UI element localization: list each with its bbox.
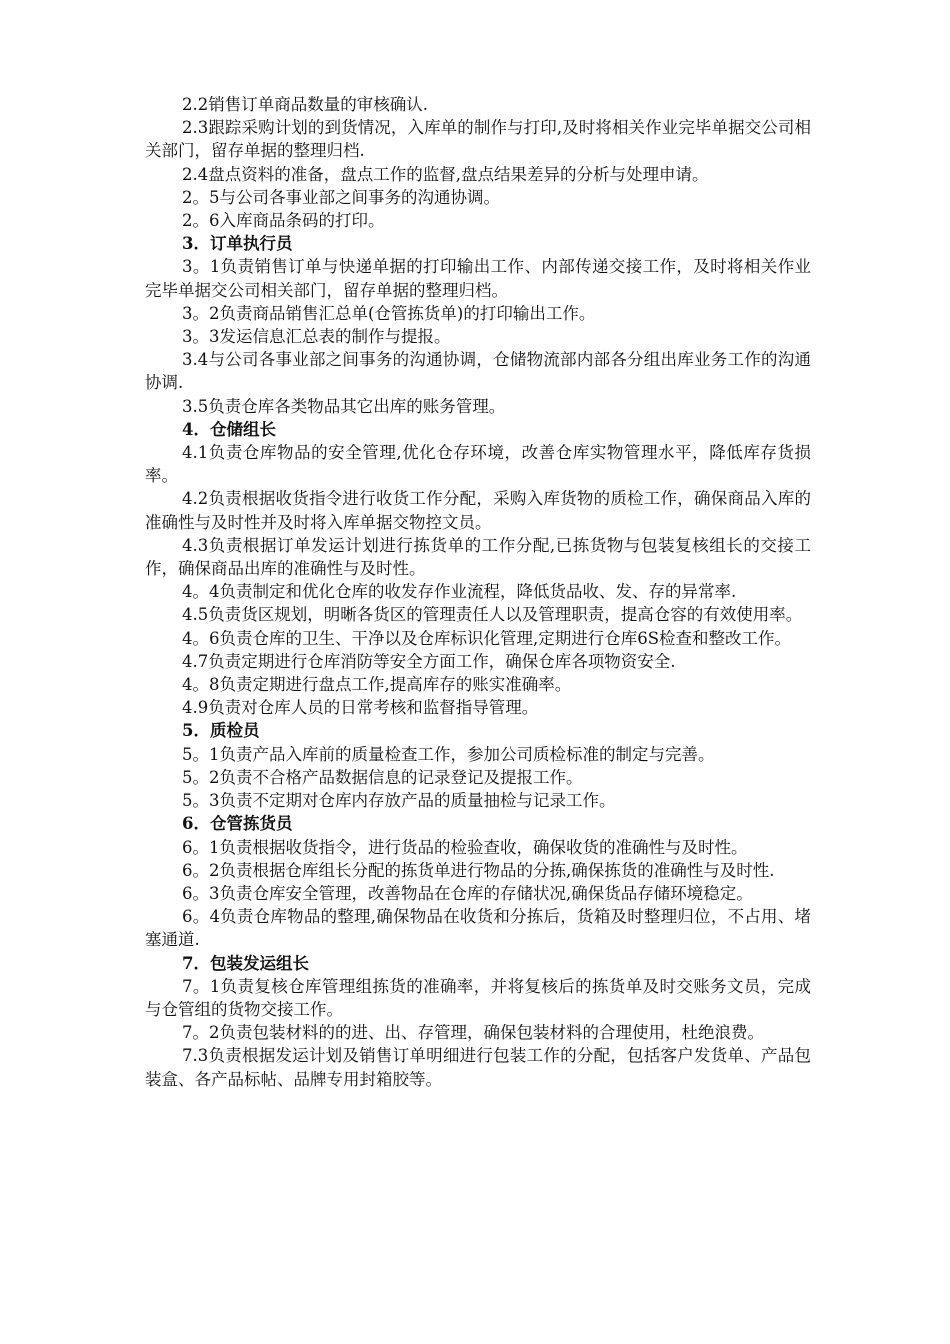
paragraph: 4.9负责对仓库人员的日常考核和监督指导管理。 xyxy=(182,698,539,718)
paragraph: 4。6负责仓库的卫生、干净以及仓库标识化管理,定期进行仓库6S检查和整改工作。 xyxy=(182,628,792,648)
paragraph: 3.5负责仓库各类物品其它出库的账务管理。 xyxy=(182,396,506,416)
paragraph: 3。1负责销售订单与快递单据的打印输出工作、内部传递交接工作，及时将相关作业完毕单据交公司相关部门，留存单据的整理归档。 xyxy=(145,257,811,300)
paragraph: 5。2负责不合格产品数据信息的记录登记及提报工作。 xyxy=(182,767,583,787)
section-heading: 4．仓储组长 xyxy=(182,419,276,439)
paragraph: 6。1负责根据收货指令，进行货品的检验查收，确保收货的准确性与及时性。 xyxy=(182,837,748,857)
paragraph: 6。3负责仓库安全管理，改善物品在仓库的存储状况,确保货品存储环境稳定。 xyxy=(182,883,753,903)
paragraph: 2。5与公司各事业部之间事务的沟通协调。 xyxy=(182,187,500,207)
paragraph: 4.5负责货区规划，明晰各货区的管理责任人以及管理职责，提高仓容的有效使用率。 xyxy=(182,605,803,625)
paragraph: 2。6入库商品条码的打印。 xyxy=(182,211,385,231)
paragraph: 7。2负责包装材料的的进、出、存管理，确保包装材料的合理使用，杜绝浪费。 xyxy=(182,1023,764,1043)
document-body xyxy=(145,93,811,1091)
paragraph: 7。1负责复核仓库管理组拣货的准确率，并将复核后的拣货单及时交账务文员，完成与仓管组的货物交接工作。 xyxy=(145,976,811,1019)
paragraph: 4.7负责定期进行仓库消防等安全方面工作，确保仓库各项物资安全. xyxy=(182,651,676,671)
paragraph: 4.1负责仓库物品的安全管理,优化仓存环境，改善仓库实物管理水平，降低库存货损率。 xyxy=(145,443,811,486)
section-heading: 6．仓管拣货员 xyxy=(182,814,293,834)
paragraph: 2.2销售订单商品数量的审核确认. xyxy=(182,95,428,114)
paragraph: 2.4盘点资料的准备，盘点工作的监督,盘点结果差异的分析与处理申请。 xyxy=(182,164,709,184)
paragraph: 4.3负责根据订单发运计划进行拣货单的工作分配,已拣货物与包装复核组长的交接工作，确保商品出库的准确性与及时性。 xyxy=(145,535,811,579)
paragraph: 3。2负责商品销售汇总单(仓管拣货单)的打印输出工作。 xyxy=(182,303,596,323)
paragraph: 3.4与公司各事业部之间事务的沟通协调，仓储物流部内部各分组出库业务工作的沟通协调. xyxy=(145,350,811,393)
paragraph: 6。4负责仓库物品的整理,确保物品在收货和分拣后，货箱及时整理归位，不占用、堵塞通道. xyxy=(145,907,811,950)
section-heading: 3．订单执行员 xyxy=(182,234,293,254)
paragraph: 5。1负责产品入库前的质量检查工作，参加公司质检标准的制定与完善。 xyxy=(182,744,715,764)
paragraph: 4.2负责根据收货指令进行收货工作分配，采购入库货物的质检工作，确保商品入库的准确性与及时性并及时将入库单据交物控文员。 xyxy=(145,489,811,532)
section-heading: 7．包装发运组长 xyxy=(182,953,309,973)
paragraph: 2.3跟踪采购计划的到货情况，入库单的制作与打印,及时将相关作业完毕单据交公司相关部门，留存单据的整理归档. xyxy=(145,118,811,161)
paragraph: 4。4负责制定和优化仓库的收发存作业流程，降低货品收、发、存的异常率. xyxy=(182,582,737,602)
paragraph: 5。3负责不定期对仓库内存放产品的质量抽检与记录工作。 xyxy=(182,791,616,811)
paragraph: 4。8负责定期进行盘点工作,提高库存的账实准确率。 xyxy=(182,675,572,695)
paragraph: 7.3负责根据发运计划及销售订单明细进行包装工作的分配，包括客户发货单、产品包装盒、各产品标帖、品牌专用封箱胶等。 xyxy=(145,1046,811,1089)
paragraph: 6。2负责根据仓库组长分配的拣货单进行物品的分拣,确保拣货的准确性与及时性. xyxy=(182,860,775,880)
section-heading: 5．质检员 xyxy=(182,721,260,741)
paragraph: 3。3发运信息汇总表的制作与提报。 xyxy=(182,327,451,347)
